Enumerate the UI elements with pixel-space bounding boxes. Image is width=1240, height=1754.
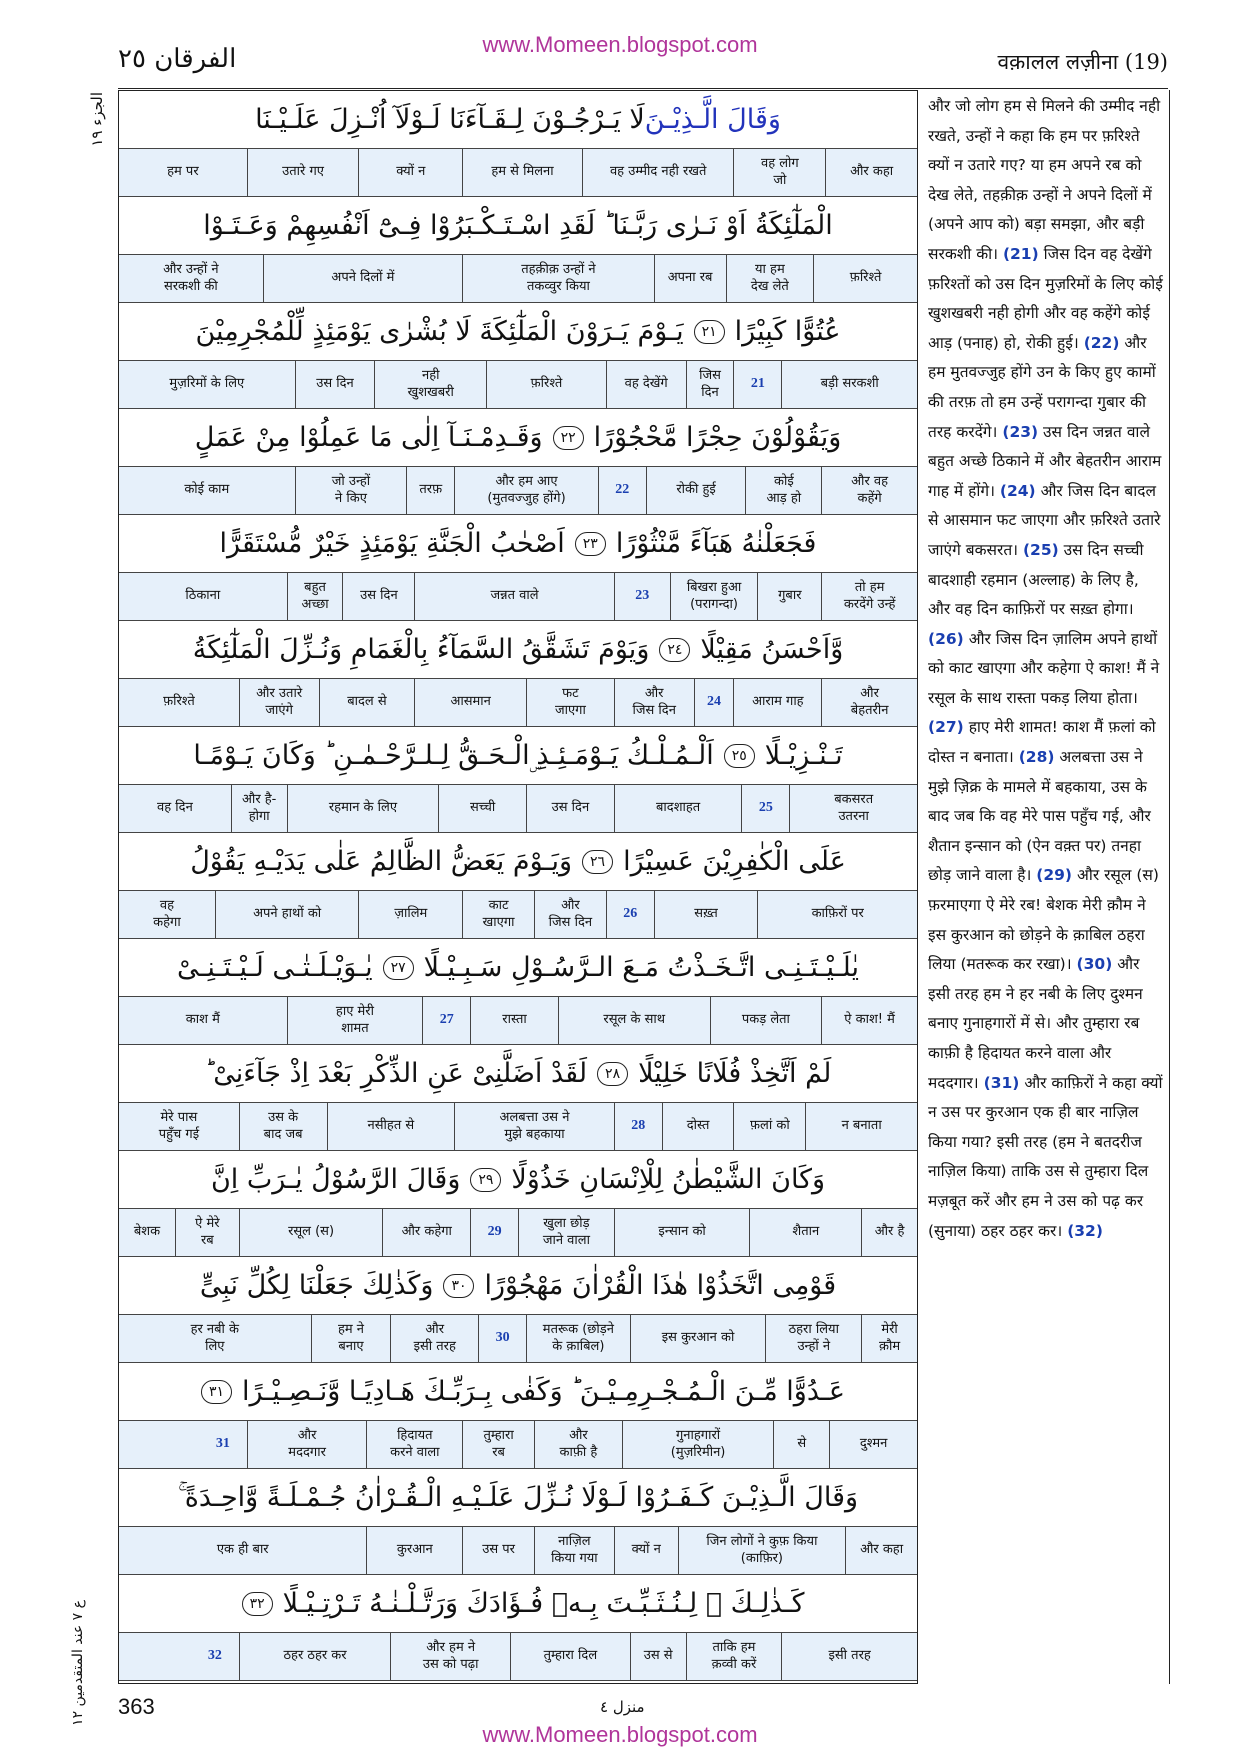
page-number: 363 [118, 1694, 155, 1719]
word-meaning-cell: नसीहत से [327, 1103, 455, 1150]
ayah-number-cell: 28 [614, 1103, 662, 1150]
verse-translation-text: और जिस दिन बादल से आसमान फट जाएगा और फ़रिश्ते उतारे जाएंगे बकसरत। [928, 481, 1161, 559]
verse-translation-text: अलबत्ता उस ने मुझे ज़िक्र के मामले में बहकाया, उस के बाद जब कि वह मेरे पास पहुँच गई, और शैतान इन्सान को (ऐन वक़्त पर) तनहा छोड़ जाने वाला है। [928, 748, 1151, 885]
word-meaning-cell: ठहर ठहर कर [239, 1633, 391, 1680]
word-meaning-cell: न बनाता [805, 1103, 917, 1150]
word-translation-row [119, 1103, 917, 1151]
word-meaning-cell: रास्ता [470, 997, 558, 1044]
word-meaning-cell: अलबत्ता उस ने मुझे बहकाया [454, 1103, 614, 1150]
arabic-line [119, 91, 917, 149]
word-meaning-cell: और जिस दिन [614, 679, 694, 726]
arabic-line [119, 303, 917, 361]
word-meaning-cell: और बेहतरीन [821, 679, 917, 726]
verse-block [119, 91, 917, 197]
arabic-line [119, 1575, 917, 1633]
verse-number: (28) [1018, 748, 1055, 767]
word-meaning-cell: वह दिन [157, 800, 193, 816]
arabic-text: وَقَالَ الَّـذِيْـنَ [644, 104, 781, 135]
verse-block [119, 409, 917, 515]
word-meaning-cell: खुला छोड़ जाने वाला [518, 1209, 614, 1256]
arabic-line [119, 621, 917, 679]
word-translation-row [119, 679, 917, 727]
arabic-text: وَكَذٰلِكَ جَعَلْنَا لِكُلِّ نَبِىٍّ [199, 1270, 434, 1301]
word-meaning-cell: तहक़ीक़ उन्हों ने तकव्वुर किया [462, 255, 654, 302]
word-meaning-cell: बड़ी सरकशी [781, 361, 917, 408]
word-meaning-cell: बहुत अच्छा [287, 573, 343, 620]
word-translation-row [119, 891, 917, 939]
ayah-number-cell: 21 [733, 361, 781, 408]
ayah-number-mark: ٢٤ [659, 638, 690, 662]
verse-block [119, 939, 917, 1045]
arabic-text: الْمَلٰٓئِكَةُ اَوْ نَـرٰى رَبَّـنَا ؕ لَقَدِ اسْـتَـكْـبَرُوْا فِـیْٓ اَنْفُسِهِمْ وَعَـتَـوْا [203, 210, 833, 241]
word-meaning-cell: बिखरा हुआ (परागन्दा) [670, 573, 758, 620]
word-meaning-cell: नाज़िल किया गया [534, 1527, 614, 1574]
word-translation-row [119, 1633, 917, 1681]
word-translation-row [119, 467, 917, 515]
word-meaning-cell: ऐ मेरे रब [175, 1209, 239, 1256]
word-meaning-cell: हाए मेरी शामत [287, 997, 423, 1044]
word-meaning-cell: हम पर [167, 164, 199, 180]
verse-block [119, 197, 917, 303]
word-meaning-cell: रहमान के लिए [287, 785, 439, 832]
word-meaning-cell: अपने हाथों को [215, 891, 359, 938]
word-meaning-cell: काट खाएगा [462, 891, 534, 938]
ayah-number-cell: 32 [207, 1648, 222, 1664]
word-meaning-cell: नही खुशखबरी [374, 361, 486, 408]
verse-number: (23) [1002, 422, 1039, 441]
word-meaning-cell: उस दिन [526, 785, 614, 832]
verse-translation [928, 955, 1143, 1091]
word-meaning-cell: एक ही बार [216, 1542, 269, 1558]
word-meaning-cell: क्यों न [358, 149, 462, 196]
word-meaning-cell: पकड़ लेता [710, 997, 822, 1044]
word-meaning-cell: रसूल (स) [239, 1209, 383, 1256]
word-meaning-cell: वह कहेगा [153, 897, 181, 930]
verse-number: (30) [1076, 955, 1113, 974]
word-translation-row [119, 1527, 917, 1575]
arabic-line [119, 1257, 917, 1315]
ayah-number-mark: ٢٣ [575, 532, 606, 556]
header-url[interactable]: www.Momeen.blogspot.com [482, 32, 758, 57]
header-divider [118, 88, 1168, 89]
word-meaning-cell: हर नबी के लिए [190, 1321, 240, 1354]
arabic-text: وَّاَحْسَنُ مَقِيْلًا [700, 634, 844, 665]
word-meaning-cell: तुम्हारा दिल [510, 1633, 630, 1680]
verse-translation-text: और काफ़िरों ने कहा क्यों न उस पर कुरआन एक ही बार नाज़िल किया गया? इसी तरह (हम ने बतदरीज नाज़िल किया) ताकि उस से तुम्हारा दिल मज़बूत करें और हम ने उस को पढ़ कर (सुनाया) ठहर ठहर कर। [928, 1073, 1163, 1240]
word-translation-row [119, 255, 917, 303]
word-meaning-cell: ठिकाना [185, 588, 221, 604]
verse-translation [928, 97, 1160, 263]
arabic-text: وَيَوْمَ تَشَقَّقُ السَّمَآءُ بِالْغَمَامِ وَنُـزِّلَ الْمَلٰٓئِكَةُ [192, 634, 650, 665]
word-meaning-cell: बकसरत उतरना [789, 785, 917, 832]
arabic-line [119, 1045, 917, 1103]
word-meaning-cell: सख़्त [654, 891, 758, 938]
word-meaning-cell: कोई आड़ हो [745, 467, 821, 514]
word-meaning-cell: जन्नत वाले [414, 573, 614, 620]
word-meaning-cell: मुज़रिमों के लिए [169, 376, 245, 392]
word-meaning-cell: या हम देख लेते [726, 255, 814, 302]
ayah-number-cell: 26 [606, 891, 654, 938]
arabic-line [119, 727, 917, 785]
word-meaning-cell: वह लोग जो [733, 149, 825, 196]
verse-translation [928, 748, 1151, 884]
arabic-text: وَكَانَ الشَّيْطٰنُ لِلْاِنْسَانِ خَذُوْلًا [511, 1164, 826, 1195]
ayah-number-mark: ٣٢ [242, 1592, 273, 1616]
arabic-text: عُتُوًّا كَبِيْرًا [734, 316, 841, 347]
verse-translation-text: उस दिन जन्नत वाले बहुत अच्छे ठिकाने में और बेहतरीन आराम गाह में होंगे। [928, 422, 1162, 500]
arabic-text: وَقَالَ الرَّسُوْلُ يٰـرَبِّ اِنَّ [210, 1164, 461, 1195]
verse-translation-text: और हम मुतवज्जुह होंगे उन के किए हुए कामों की तरफ़ तो हम उन्हें परागन्दा गुबार की तरह करदेंगे। [928, 333, 1156, 441]
ayah-number-mark: ٣٠ [443, 1274, 474, 1298]
ayah-number-cell: 30 [478, 1315, 526, 1362]
arabic-line [119, 409, 917, 467]
word-meaning-cell: काश मैं [185, 1012, 220, 1028]
verse-number: (27) [928, 718, 964, 737]
ayah-number-mark: ٢٩ [470, 1168, 501, 1192]
word-meaning-cell: और उतारे जाएंगे [239, 679, 319, 726]
word-translation-row [119, 997, 917, 1045]
word-meaning-cell: आराम गाह [733, 679, 821, 726]
ayah-number-cell: 27 [422, 997, 470, 1044]
word-meaning-cell: फट जाएगा [526, 679, 614, 726]
surah-title: الفرقان ٢٥ [118, 44, 237, 74]
verse-block [119, 1151, 917, 1257]
verse-block [119, 515, 917, 621]
word-meaning-cell: इन्सान को [614, 1209, 750, 1256]
verse-block [119, 1257, 917, 1363]
word-meaning-cell: जिस दिन [686, 361, 734, 408]
word-meaning-cell: इसी तरह [781, 1633, 917, 1680]
arabic-line [119, 515, 917, 573]
verse-block [119, 303, 917, 409]
arabic-text: وَيَـوْمَ يَعَضُّ الظَّالِمُ عَلٰى يَدَيْـهِ يَقُوْلُ [190, 846, 573, 877]
word-meaning-cell: फ़रिश्ते [163, 694, 195, 710]
word-meaning-cell: हम ने बनाए [311, 1315, 391, 1362]
word-meaning-cell: गुनाहगारों (मुज़रिमीन) [622, 1421, 774, 1468]
word-translation-row [119, 573, 917, 621]
word-meaning-cell: और वह कहेंगे [821, 467, 917, 514]
word-translation-row [119, 785, 917, 833]
verse-block [119, 621, 917, 727]
ayah-number-cell: 29 [470, 1209, 518, 1256]
arabic-text: اَصْحٰبُ الْجَنَّةِ يَوْمَئِذٍ خَيْرٌ مُّسْتَقَرًّا [219, 528, 565, 559]
word-meaning-cell: बादल से [319, 679, 415, 726]
word-meaning-cell: ताकि हम क़व्वी करें [686, 1633, 782, 1680]
verse-block [119, 1363, 917, 1469]
arabic-line [119, 1469, 917, 1527]
word-meaning-cell: उस पर [462, 1527, 534, 1574]
arabic-text: لَا يَـرْجُـوْنَ لِـقَـآءَنَا لَـوْلَآ اُنْـزِلَ عَلَـيْـنَا [255, 104, 645, 135]
word-meaning-cell: अपना रब [654, 255, 726, 302]
word-meaning-cell: ठहरा लिया उन्हों ने [765, 1315, 861, 1362]
arabic-line [119, 197, 917, 255]
ayah-number-cell: 23 [614, 573, 670, 620]
verse-block [119, 1045, 917, 1151]
word-meaning-cell: जो उन्हों ने किए [295, 467, 407, 514]
word-meaning-cell: रोकी हुई [646, 467, 746, 514]
verse-translation-text: और जो लोग हम से मिलने की उम्मीद नही रखते, उन्हों ने कहा कि हम पर फ़रिश्ते क्यों न उतारे गए? या हम अपने रब को देख लेते, तहक़ीक़ उन्हों ने अपने दिलों में (अपने आप को) बड़ा समझा, और बड़ी सरकशी की। [928, 97, 1161, 263]
side-translation [920, 90, 1170, 1684]
verse-translation-text: उस दिन सच्ची बादशाही रहमान (अल्लाह) के लिए है, और वह दिन काफ़िरों पर सख़्त होगा। [928, 540, 1144, 619]
word-meaning-cell: कोई काम [184, 482, 230, 498]
word-meaning-cell: बेशक [133, 1224, 161, 1240]
arabic-text: تَـنْـزِيْـلًا [764, 740, 843, 771]
arabic-text: يَـوْمَ يَـرَوْنَ الْمَلٰٓئِكَةَ لَا بُشْرٰى يَوْمَئِذٍ لِّلْمُجْرِمِيْنَ [195, 316, 684, 347]
word-meaning-cell: और हम आए (मुतवज्जुह होंगे) [454, 467, 598, 514]
word-meaning-cell: फ़रिश्ते [813, 255, 917, 302]
verse-block [119, 1575, 917, 1681]
juz-marker: الجزء ١٩ [88, 92, 106, 147]
verse-block [119, 833, 917, 939]
word-meaning-cell: शैतान [749, 1209, 861, 1256]
arabic-line [119, 1151, 917, 1209]
arabic-line [119, 939, 917, 997]
word-meaning-cell: उस दिन [342, 573, 414, 620]
verse-translation-text: और जिस दिन ज़ालिम अपने हाथों को काट खाएगा और कहेगा ऐ काश! मैं ने रसूल के साथ रास्ता पकड़ लिया होता। [928, 629, 1160, 707]
word-meaning-cell: और इसी तरह [390, 1315, 478, 1362]
para-title: वक़ालल लज़ीना (19) [997, 50, 1168, 74]
word-meaning-cell: गुबार [757, 573, 821, 620]
word-meaning-cell: आसमान [414, 679, 526, 726]
verse-number: (32) [1067, 1221, 1103, 1240]
word-meaning-cell: और उन्हों ने सरकशी की [163, 261, 219, 294]
verse-number: (24) [999, 481, 1036, 500]
ayah-number-mark: ٢١ [694, 320, 725, 344]
word-meaning-cell: तरफ़ [406, 467, 454, 514]
arabic-text: عَلَى الْكٰفِرِيْنَ عَسِيْرًا [623, 846, 846, 877]
verse-number: (21) [1002, 244, 1039, 263]
arabic-text: يٰلَـيْـتَـنِـى اتَّـخَـذْتُ مَـعَ الـرَّسُـوْلِ سَـبِـيْـلًا [423, 952, 860, 983]
word-meaning-cell: जिन लोगों ने कुफ़ किया (काफ़िर) [678, 1527, 846, 1574]
arabic-text: قَوْمِى اتَّخَذُوْا هٰذَا الْقُرْاٰنَ مَهْجُوْرًا [484, 1270, 837, 1301]
word-meaning-cell: मेरी क़ौम [861, 1315, 917, 1362]
ruku-marker: ع ٧ عند المتقدمين ١٢ [70, 1600, 86, 1726]
word-meaning-cell: वह उम्मीद नही रखते [582, 149, 734, 196]
word-meaning-cell: और काफ़ी है [534, 1421, 622, 1468]
word-meaning-cell: काफ़िरों पर [757, 891, 917, 938]
verse-number: (29) [1036, 866, 1073, 885]
word-translation-row [119, 1209, 917, 1257]
arabic-text: لَمْ اَتَّخِذْ فُلَانًا خَلِيْلًا [638, 1058, 832, 1089]
word-meaning-cell: और कहा [845, 1527, 917, 1574]
word-meaning-cell: और मददगार [247, 1421, 367, 1468]
word-meaning-cell: उस से [630, 1633, 686, 1680]
word-meaning-cell: और हम ने उस को पढ़ा [390, 1633, 510, 1680]
verse-number: (25) [1022, 540, 1059, 559]
arabic-text: وَقَالَ الَّـذِيْـنَ كَـفَـرُوْا لَـوْلَا نُـزِّلَ عَلَـيْـهِ الْـقُـرْاٰنُ جُـمْـلَـةً وَّاحِـدَةً ۚ [178, 1481, 859, 1513]
verse-number: (26) [928, 629, 964, 648]
word-meaning-cell: ऐ काश! मैं [821, 997, 917, 1044]
ayah-number-mark: ٢٧ [383, 956, 414, 980]
word-meaning-cell: और कहेगा [382, 1209, 470, 1256]
word-meaning-cell: और जिस दिन [534, 891, 606, 938]
word-meaning-cell: हम से मिलना [462, 149, 582, 196]
ayah-number-mark: ٢٨ [597, 1062, 628, 1086]
ayah-number-mark: ٣١ [201, 1380, 232, 1404]
arabic-text: فَجَعَلْنٰهُ هَبَآءً مَّنْثُوْرًا [615, 528, 817, 559]
ayah-number-mark: ٢٥ [724, 744, 755, 768]
word-meaning-cell: अपने दिलों में [263, 255, 463, 302]
ayah-number-mark: ٢٦ [582, 850, 613, 874]
arabic-text: اَلْـمُـلْـكُ يَـوْمَـئِـذِ ۣالْـحَـقُّ لِـلـرَّحْـمٰـنِ ؕ وَكَانَ يَـوْمًـا [193, 739, 714, 771]
verse-translation [928, 1074, 1163, 1240]
verse-number: (22) [1083, 333, 1120, 352]
word-meaning-cell: तो हम करदेंगे उन्हें [821, 573, 917, 620]
arabic-text: يٰـوَيْـلَـتٰـى لَـيْـتَـنِـىْ [176, 952, 373, 983]
word-meaning-cell: उस के बाद जब [239, 1103, 327, 1150]
word-meaning-cell: सच्ची [438, 785, 526, 832]
word-translation-row [119, 1315, 917, 1363]
word-meaning-cell: और है [861, 1209, 917, 1256]
ayah-number-cell: 25 [741, 785, 789, 832]
arabic-line [119, 833, 917, 891]
arabic-text: لَقَدْ اَضَلَّنِىْ عَنِ الذِّكْرِ بَعْدَ اِذْ جَآءَنِىْ ؕ [204, 1058, 588, 1089]
word-meaning-cell: ज़ालिम [358, 891, 462, 938]
arabic-text: وَيَقُوْلُوْنَ حِجْرًا مَّحْجُوْرًا [593, 422, 842, 453]
word-meaning-cell: इस कुरआन को [630, 1315, 766, 1362]
verse-block [119, 1469, 917, 1575]
verse-number: (31) [983, 1073, 1020, 1092]
word-meaning-cell: फ़रिश्ते [486, 361, 606, 408]
word-meaning-cell: हिदायत करने वाला [366, 1421, 462, 1468]
word-meaning-cell: मेरे पास पहुँच गई [158, 1109, 200, 1142]
word-meaning-cell: तुम्हारा रब [462, 1421, 534, 1468]
word-meaning-cell: से [773, 1421, 829, 1468]
word-meaning-cell: वह देखेंगे [606, 361, 686, 408]
arabic-text: وَقَـدِمْـنَـآ اِلٰى مَا عَمِلُوْا مِنْ عَمَلٍ [194, 422, 543, 453]
verse-translation-text: हाए मेरी शामत! काश मैं फ़लां को दोस्त न बनाता। [928, 718, 1156, 767]
verse-translation-text: और इसी तरह हम ने हर नबी के लिए दुश्मन बनाए गुनाहगारों में से। और तुम्हारा रब काफ़ी है हिदायत करने वाला और मददगार। [928, 955, 1143, 1092]
word-meaning-cell: मतरूक (छोड़ने के क़ाबिल) [526, 1315, 630, 1362]
footer-url[interactable]: www.Momeen.blogspot.com [482, 1722, 758, 1747]
verse-block [119, 727, 917, 833]
word-meaning-cell: उस दिन [295, 361, 375, 408]
arabic-text: كَـذٰلِـكَ ۚ لِـنُـثَـبِّـتَ بِـهٖ فُـؤَادَكَ وَرَتَّـلْـنٰـهُ تَـرْتِـيْـلًا [282, 1588, 805, 1619]
word-meaning-cell: दुश्मन [829, 1421, 917, 1468]
word-meaning-cell: बादशाहत [614, 785, 742, 832]
word-meaning-cell: और कहा [825, 149, 917, 196]
word-meaning-cell: दोस्त [662, 1103, 734, 1150]
word-translation-row [119, 361, 917, 409]
ayah-number-cell: 24 [694, 679, 734, 726]
word-meaning-cell: और है- होगा [231, 785, 287, 832]
arabic-text: عَـدُوًّا مِّـنَ الْـمُـجْـرِمِـيْـنَ ؕ وَكَفٰى بِـرَبِّـكَ هَـادِيًـا وَّنَـصِـيْـرًا [242, 1376, 846, 1407]
ayah-number-cell: 22 [598, 467, 646, 514]
verse-translation-text: और रसूल (स) फ़रमाएगा ऐ मेरे रब! बेशक मेरी क़ौम ने इस कुरआन को छोड़ने के क़ाबिल ठहरा लिया (मतरूक कर रखा)। [928, 866, 1159, 974]
word-meaning-cell: रसूल के साथ [558, 997, 710, 1044]
word-translation-row [119, 149, 917, 197]
word-meaning-cell: कुरआन [366, 1527, 462, 1574]
ayah-number-mark: ٢٢ [553, 426, 584, 450]
verse-translation-text: जिस दिन वह देखेंगे फ़रिश्तों को उस दिन मुज़रिमों के लिए कोई खुशखबरी नही होगी और वह कहेंगे कोई आड़ (पनाह) हो, रोकी हुई। [928, 244, 1163, 352]
word-meaning-cell: क्यों न [614, 1527, 678, 1574]
arabic-line [119, 1363, 917, 1421]
ayah-number-cell: 31 [215, 1436, 230, 1452]
word-meaning-cell: फ़लां को [733, 1103, 805, 1150]
manzil-label: منزل ٤ [600, 1698, 645, 1716]
word-meaning-cell: उतारे गए [247, 149, 359, 196]
word-translation-row [119, 1421, 917, 1469]
translation-grid [118, 90, 918, 1684]
